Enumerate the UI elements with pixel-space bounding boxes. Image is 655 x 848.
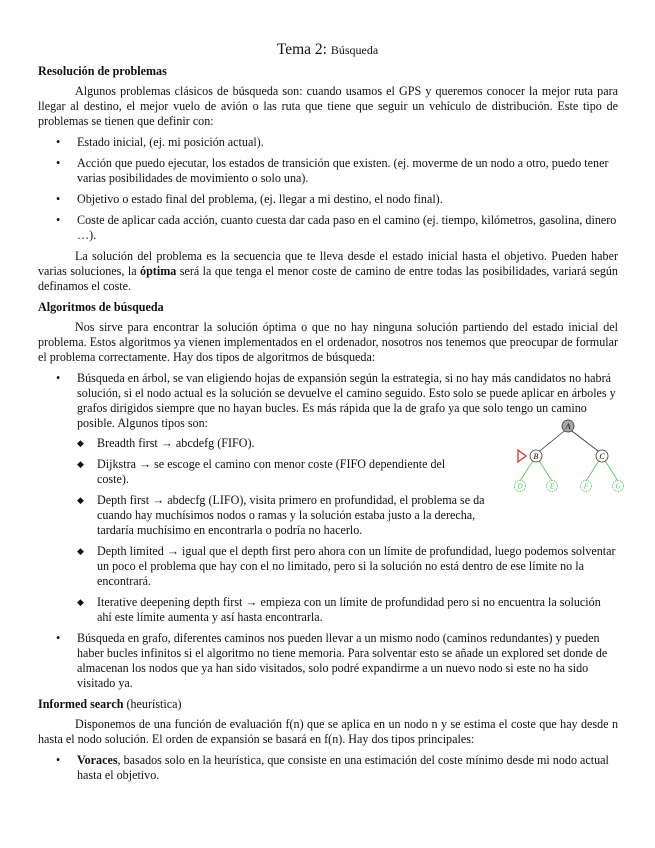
problem-definition-list <box>38 135 618 243</box>
list-item-graph-search: • Búsqueda en grafo, diferentes caminos nos pueden llevar a un mismo nodo (caminos redundantes) y pueden haber bucles infinitos si el algoritmo no tiene memoria. Para solventar esto se añade un explored set donde de almacenan los nodos que ya han sido visitados, solo podré expandirme a un nuevo nodo si este no ha sido visitado ya. <box>38 631 618 691</box>
tree-edge <box>536 428 568 454</box>
search-tree-diagram <box>510 416 630 496</box>
tree-leaf-label: D <box>517 482 523 491</box>
tree-node-c-label: C <box>599 452 605 461</box>
heuristic-note: (heurística) <box>123 697 182 711</box>
tree-edge <box>604 459 618 481</box>
list-item: • Acción que puedo ejecutar, los estados de transición que existen. (ej. moverme de un nodo a otro, puedo tener varias posibilidades de movimiento o solo una). <box>38 156 618 186</box>
list-item: • Objetivo o estado final del problema, (ej. llegar a mi destino, el nodo final). <box>38 192 618 207</box>
list-item: • Estado inicial, (ej. mi posición actual). <box>38 135 618 150</box>
algorithms-intro: Nos sirve para encontrar la solución óptima o que no hay ninguna solución partiendo del estado inicial del problema. Estos algoritmos ya vienen implementados en el ordenador, nosotros nos tenemos que preocupar de formular el problema correctamente. Hay dos tipos de algoritmos de búsqueda: <box>38 320 618 364</box>
list-item-tree-search <box>38 371 621 625</box>
optimal-term: óptima <box>140 264 177 278</box>
informed-types-list <box>38 753 618 783</box>
title-main: Tema 2: <box>276 41 331 58</box>
tree-node-b-label: B <box>533 452 539 461</box>
tree-search-text: Búsqueda en árbol, se van eligiendo hojas de expansión según la estrategia, si no hay más candidatos no habrá solución, si el nodo actual es la solución se devuelve el camino seguido. Esto solo se puede aplicar en árboles y grafos dirigidos siempre que no hayan bucles. Es más rápida que la de grafo ya que solo tengo un camino posible. Algunos tipos son: <box>77 371 616 430</box>
tree-edge <box>568 428 602 454</box>
informed-search-term: Informed search <box>38 697 124 711</box>
list-item: ◆ Breadth first → abcdefg (FIFO). <box>77 436 618 451</box>
tree-node-root-label: A <box>565 422 571 431</box>
page-title <box>0 41 655 59</box>
list-item: ◆ Iterative deepening depth first → empieza con un límite de profundidad pero si no encuentra la solución ahí este límite aumenta y así hasta encontrarla. <box>77 595 618 625</box>
tree-leaf-label: E <box>549 482 555 491</box>
section-heading-informed <box>38 697 618 712</box>
section-heading-algorithms: Algoritmos de búsqueda <box>38 300 164 314</box>
section-heading-problems: Resolución de problemas <box>38 64 167 78</box>
solution-text-end: será la que tenga el menor coste de camino de entre todas las posibilidades, variará según definamos el coste. <box>38 264 618 293</box>
voraces-text: , basados solo en la heurística, que consiste en una estimación del coste mínimo desde mi nodo actual hasta el objetivo. <box>77 753 609 782</box>
tree-edge <box>520 459 534 481</box>
list-item: • Coste de aplicar cada acción, cuanto cuesta dar cada paso en el camino (ej. tiempo, kilómetros, gasolina, dinero …). <box>38 213 618 243</box>
list-item <box>38 753 618 783</box>
list-item: ◆ Depth limited → igual que el depth first pero ahora con un límite de profundidad, luego podemos solventar un poco el problema que hay con el no limitado, pero si la solución no está dentro de ese límite no la encontrará. <box>77 544 618 589</box>
voraces-term: Voraces <box>77 753 118 767</box>
tree-leaf-label: F <box>583 482 589 491</box>
list-item: ◆ Depth first → abdecfg (LIFO), visita primero en profundidad, el problema se da cuando hay muchísimos nodos o ramas y la solución estaba justo a la derecha, tardaría muchísimo en encontrarla o podría no hacerlo. <box>77 493 492 538</box>
informed-intro: Disponemos de una función de evaluación f(n) que se aplica en un nodo n y se estima el coste que hay desde n hasta el nodo solución. El orden de expansión se basará en f(n). Hay dos tipos principales: <box>38 717 618 746</box>
tree-edge <box>538 459 552 481</box>
solution-text-start: La solución del problema es la secuencia que te lleva desde el estado inicial hasta el objetivo. Pueden haber varias soluciones, la <box>38 249 618 278</box>
problems-intro: Algunos problemas clásicos de búsqueda son: cuando usamos el GPS y queremos conocer la mejor ruta para llegar al destino, el mejor vuelo de avión o las ruta que tiene que seguir un vehículo de distribución. Este tipo de problemas se tienen que definir con: <box>38 84 618 128</box>
solution-paragraph <box>38 249 618 294</box>
list-item: ◆ Dijkstra → se escoge el camino con menor coste (FIFO dependiente del coste). <box>77 457 457 487</box>
tree-leaf-label: G <box>615 482 621 491</box>
tree-edge <box>586 459 600 481</box>
current-node-pointer-icon <box>518 450 526 462</box>
title-subject: Búsqueda <box>330 43 379 57</box>
